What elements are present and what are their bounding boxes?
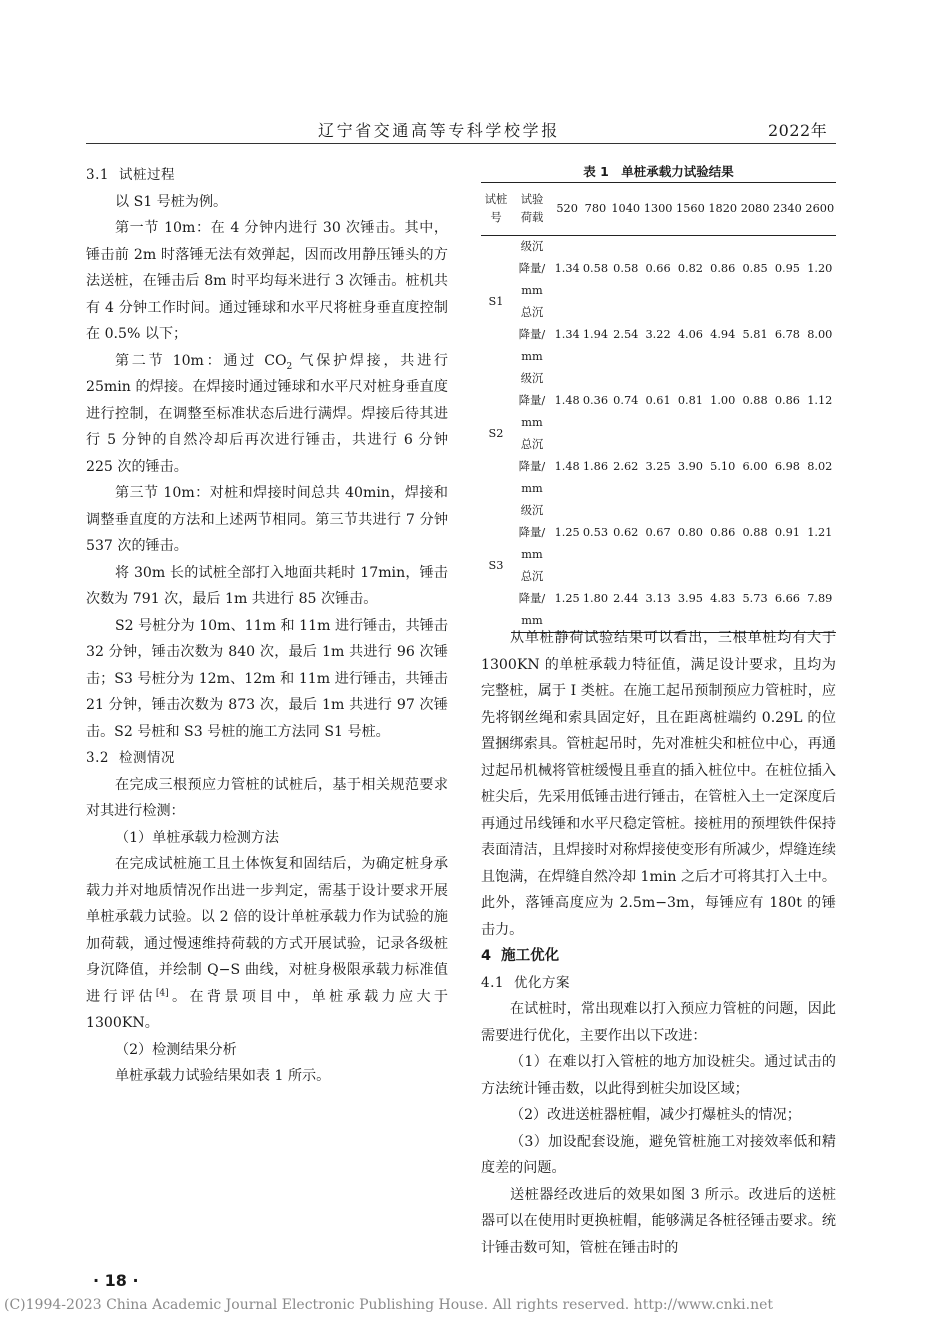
load-value: 2340	[771, 183, 803, 236]
table-cell: 0.66	[645, 262, 671, 275]
section-title: 试桩过程	[118, 167, 175, 183]
citation-ref: [4]	[155, 987, 169, 998]
table-cell: 1.12	[807, 394, 833, 407]
table-row	[481, 500, 836, 566]
table-cell: 3.95	[674, 566, 706, 633]
table-cell: 1.48	[554, 394, 580, 407]
paragraph: （2）改进送桩器桩帽，减少打爆桩头的情况；	[510, 1107, 801, 1123]
load-value: 1040	[610, 183, 642, 236]
paragraph	[86, 851, 448, 1037]
table-cell: 2.54	[613, 328, 639, 341]
header-pile: 试桩 号	[481, 183, 511, 236]
pile-id: S3	[488, 559, 504, 573]
load-value: 1820	[707, 183, 739, 236]
table-row	[481, 368, 836, 434]
table-cell: 0.53	[582, 526, 609, 539]
paragraph: 在完成三根预应力管桩的试桩后，基于相关规范要求对其进行检测：	[86, 776, 448, 819]
table-cell: 5.73	[739, 566, 771, 633]
table-cell: 6.78	[774, 328, 800, 341]
table-cell: 0.58	[582, 262, 609, 275]
load-value: 1560	[674, 183, 706, 236]
section-title: 优化方案	[513, 974, 570, 991]
table-cell: 2.62	[613, 460, 639, 473]
table-cell: 1.80	[581, 566, 609, 633]
table-cell: 0.36	[582, 394, 609, 407]
paragraph: 单桩承载力试验结果如表 1 所示。	[115, 1068, 331, 1084]
table-cell: 1.86	[582, 460, 609, 473]
section-number: 4.1	[481, 974, 504, 991]
pile-id: S1	[488, 295, 504, 308]
table-cell: 0.88	[742, 526, 768, 539]
load-value: 780	[581, 183, 609, 236]
text-run: 气保护焊接，共进行 25min 的焊接。在焊接时通过锤球和水平尺对桩身垂直度进行控制，在调整至标准状态后进行满焊。焊接后待其进行 5 分钟的自然冷却后再次进行锤击，共进行 6 分钟 225 次的锤击。	[86, 352, 448, 475]
table-cell: 5.81	[742, 328, 768, 341]
section-4-1-heading	[481, 970, 836, 997]
journal-title: 辽宁省交通高等专科学校学报	[318, 121, 560, 140]
row-label: 总沉 降量/ mm	[518, 438, 546, 495]
table-cell: 0.80	[677, 526, 703, 539]
table-cell: 2.44	[610, 566, 642, 633]
row-label: 级沉 降量/ mm	[518, 504, 546, 561]
copyright-notice: (C)1994-2023 China Academic Journal Electronic Publishing House. All rights reserved. http://www.cnki.net	[4, 1297, 774, 1313]
table-cell: 6.98	[774, 460, 800, 473]
table-cell: 0.61	[645, 394, 671, 407]
table-cell: 3.90	[677, 460, 703, 473]
row-label: 级沉 降量/ mm	[518, 240, 546, 297]
table-cell: 1.34	[554, 262, 580, 275]
table-row	[481, 236, 836, 303]
table-cell: 1.20	[807, 262, 833, 275]
table-cell: 8.00	[807, 328, 833, 341]
header-load: 试验 荷载	[511, 183, 553, 236]
table-cell: 0.82	[677, 262, 703, 275]
journal-year: 2022年	[768, 121, 828, 140]
section-3-1-heading	[86, 162, 448, 189]
paragraph: 第三节 10m：对桩和焊接时间总共 40min，焊接和调整垂直度的方法和上述两节相同。第三节共进行 7 分钟 537 次的锤击。	[86, 485, 448, 554]
text-run: 在完成试桩施工且土体恢复和固结后，为确定桩身承载力并对地质情况作出进一步判定，需基于设计要求开展单桩承载力试验。以 2 倍的设计单桩承载力作为试验的施加荷载，通过慢速维持荷载的方式开展试验，记录各级桩身沉降值，并绘制 Q−S 曲线，对桩身极限承载力标准值进行评估	[86, 856, 448, 1005]
table-cell: 0.95	[774, 262, 800, 275]
table-cell: 0.86	[774, 394, 800, 407]
row-label: 级沉 降量/ mm	[518, 372, 546, 429]
header-rule	[86, 143, 836, 144]
table-cell: 3.13	[642, 566, 674, 633]
table-row	[481, 566, 836, 633]
section-4-heading	[481, 943, 836, 970]
table-cell: 1.94	[582, 328, 609, 341]
section-title: 施工优化	[501, 948, 560, 964]
paragraph: 从单桩静荷试验结果可以看出，三根单桩均有大于 1300KN 的单桩承载力特征值，满足设计要求，且均为完整桩，属于 I 类桩。在施工起吊预制预应力管桩时，应先将钢丝绳和索具固定好，且在距离桩端约 0.29L 的位置捆绑索具。管桩起吊时，先对准桩尖和桩位中心，再通过起吊机械将管桩缓慢且垂直的插入桩位中。在桩位插入桩尖后，先采用低锤击进行锤击，在管桩入土一定深度后再通过吊线锤和水平尺稳定管桩。接桩用的预埋铁件保持表面清洁，且焊接时对称焊接使变形有所减少，焊缝连续且饱满，在焊缝自然冷却 1min 之后才可将其打入土中。此外，落锤高度应为 2.5m−3m，每锤应有 180t 的锤击力。	[481, 630, 836, 938]
load-value: 1300	[642, 183, 674, 236]
section-title: 检测情况	[118, 750, 175, 766]
table-cell: 4.94	[710, 328, 736, 341]
table-header-row	[481, 183, 836, 236]
table-cell: 0.58	[613, 262, 639, 275]
right-column	[481, 625, 836, 1261]
table-cell: 0.86	[710, 262, 736, 275]
section-number: 4	[481, 948, 492, 964]
left-column	[86, 162, 448, 1090]
pile-id: S2	[488, 427, 504, 440]
table-cell: 3.25	[645, 460, 671, 473]
paragraph: 第一节 10m：在 4 分钟内进行 30 次锤击。其中，锤击前 2m 时落锤无法有效弹起，因而改用静压锤头的方法送桩，在锤击后 8m 时平均每米进行 3 次锤击。桩机共有 4 分钟工作时间。通过锤球和水平尺将桩身垂直度控制在 0.5% 以下；	[86, 220, 448, 342]
paragraph	[86, 348, 448, 481]
section-number: 3.1	[86, 167, 109, 183]
table-cell: 7.89	[804, 566, 836, 633]
table-cell: 1.00	[710, 394, 736, 407]
paragraph: 在试桩时，常出现难以打入预应力管桩的问题，因此需要进行优化，主要作出以下改进：	[481, 1001, 836, 1044]
table-cell: 1.34	[554, 328, 580, 341]
text-run: 。在背景项目中，单桩承载力应大于 1300KN。	[86, 988, 449, 1031]
load-value: 520	[553, 183, 581, 236]
table-cell: 6.66	[771, 566, 803, 633]
table-cell: 1.25	[554, 526, 580, 539]
table-cell: 4.83	[707, 566, 739, 633]
paragraph: 送桩器经改进后的效果如图 3 所示。改进后的送桩器可以在使用时更换桩帽，能够满足各桩径锤击要求。统计锤击数可知，管桩在锤击时的	[481, 1186, 836, 1256]
paragraph: 将 30m 长的试桩全部打入地面共耗时 17min，锤击次数为 791 次，最后 1m 共进行 85 次锤击。	[86, 564, 448, 607]
table-cell: 0.91	[774, 526, 800, 539]
paragraph: （1）单桩承载力检测方法	[115, 829, 279, 846]
table-row	[481, 434, 836, 500]
table-cell: 8.02	[807, 460, 833, 473]
table-cell: 0.67	[645, 526, 671, 539]
table-cell: 3.22	[645, 328, 671, 341]
table-cell: 1.21	[807, 526, 833, 539]
table-title: 表 1 单桩承载力试验结果	[583, 164, 734, 179]
paragraph: （1）在难以打入管桩的地方加设桩尖。通过试击的方法统计锤击数，以此得到桩尖加设区域；	[481, 1054, 836, 1097]
table-cell: 0.85	[742, 262, 768, 275]
row-label: 总沉 降量/ mm	[511, 566, 553, 633]
table-cell: 1.25	[553, 566, 581, 633]
table-cell: 0.62	[613, 526, 639, 539]
table-cell: 0.88	[742, 394, 768, 407]
load-value: 2600	[804, 183, 836, 236]
table-cell: 0.86	[710, 526, 736, 539]
paragraph: （3）加设配套设施，避免管桩施工对接效率低和精度差的问题。	[481, 1133, 836, 1176]
results-table-wrapper	[481, 182, 836, 633]
table-cell: 5.10	[710, 460, 736, 473]
section-number: 3.2	[86, 750, 109, 766]
text-run: 第二节 10m：通过 CO	[115, 352, 287, 369]
table-cell: 4.06	[677, 328, 703, 341]
row-label: 总沉 降量/ mm	[518, 306, 546, 363]
paragraph: S2 号桩分为 10m、11m 和 11m 进行锤击，共锤击 32 分钟，锤击次数为 840 次，最后 1m 共进行 96 次锤击；S3 号桩分为 12m、12m 和 11m 进行锤击，共锤击 21 分钟，锤击次数为 873 次，最后 1m 共进行 97 次锤击。S2 号桩和 S3 号桩的施工方法同 S1 号桩。	[86, 617, 448, 740]
table-cell: 1.48	[554, 460, 580, 473]
table-cell: 0.81	[677, 394, 703, 407]
table-row	[481, 302, 836, 368]
results-table	[481, 182, 836, 633]
paragraph: 以 S1 号桩为例。	[115, 193, 228, 210]
load-value: 2080	[739, 183, 771, 236]
section-3-2-heading	[86, 745, 448, 772]
table-cell: 6.00	[742, 460, 768, 473]
subscript: 2	[286, 361, 293, 372]
paragraph: （2）检测结果分析	[115, 1041, 237, 1058]
page-number: · 18 ·	[93, 1271, 139, 1290]
table-cell: 0.74	[613, 394, 639, 407]
